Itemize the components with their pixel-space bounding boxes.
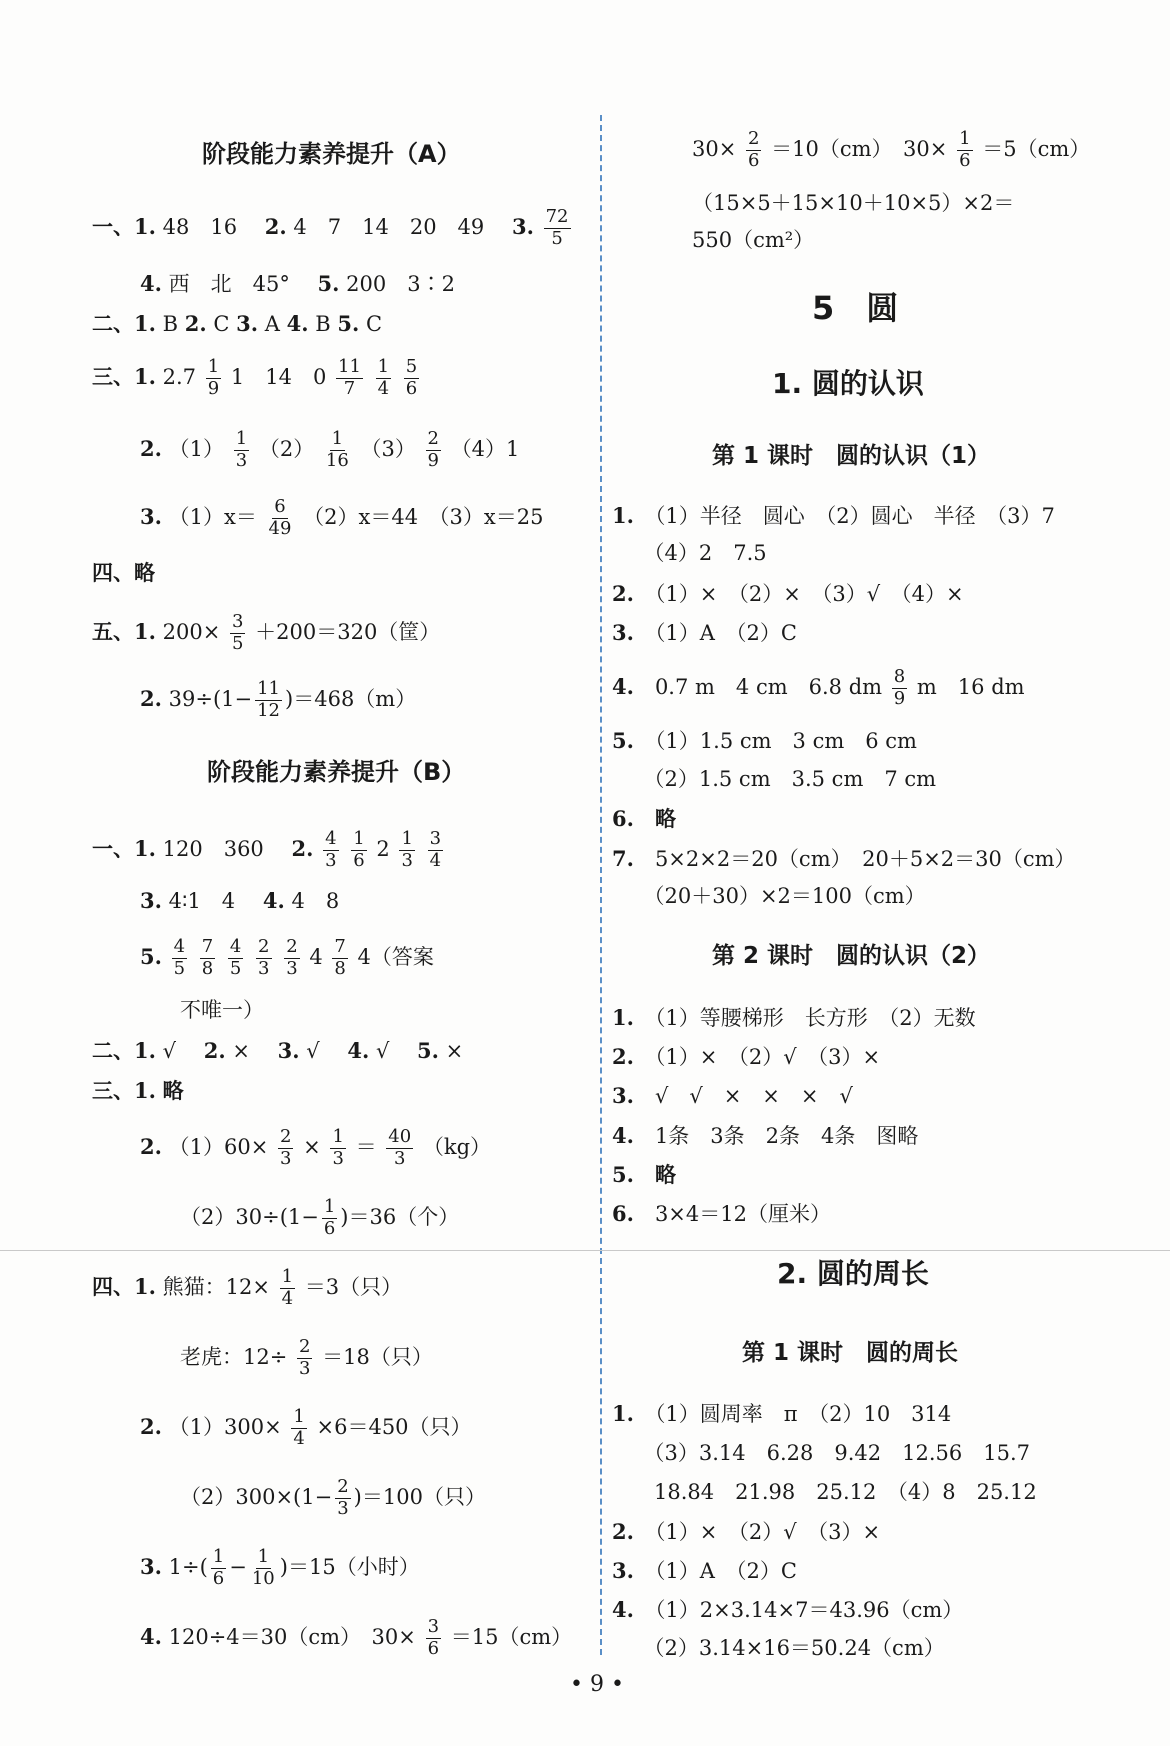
section-title-1: 1. 圆的认识 <box>772 367 924 400</box>
r0b-line: （15×5＋15×10＋10×5）×2＝ <box>692 191 1015 215</box>
b4-1b-line: 老虎：12÷ $\frac{2}{3}$ ＝18（只） <box>180 1336 433 1379</box>
b1-3-line: 3. 4∶1 4 4. 4 8 <box>140 888 340 913</box>
a1-line: 一、1. 48 16 2. 4 7 14 20 49 3. $\frac{72}{5}$ <box>92 206 569 249</box>
fraction: $\frac{72}{5}$ <box>545 206 569 249</box>
r0a-line: 30× $\frac{2}{6}$ ＝10（cm） 30× $\frac{1}{6}$ ＝5（cm） <box>692 128 1091 171</box>
list-item: 4. 0.7 m 4 cm 6.8 dm $\frac{8}{9}$ m 16 dm <box>612 666 1025 709</box>
list-item: 1. （1）圆周率 π （2）10 314 <box>612 1401 952 1426</box>
list-item: 2. （1）× （2）√ （3）× <box>612 1519 881 1544</box>
list-item: 2. （1）× （2）× （3）√ （4）× <box>612 581 964 606</box>
b4-2a-line: 2. （1）300× $\frac{1}{4}$ ×6＝450（只） <box>140 1406 472 1449</box>
b1-5-continued: 不唯一） <box>180 998 264 1022</box>
stage-a-title: 阶段能力素养提升（A） <box>202 140 461 168</box>
b3-2a-line: 2. （1）60× $\frac{2}{3}$ × $\frac{1}{3}$ ＝ $\frac{40}{3}$ （kg） <box>140 1126 492 1169</box>
a3-1-line: 三、1. 2.7 $\frac{1}{9}$ 1 14 0 $\frac{11}{7}$ $\frac{1}{4}$ $\frac{5}{6}$ <box>92 356 418 399</box>
b4-1a-line: 四、1. 熊猫：12× $\frac{1}{4}$ ＝3（只） <box>92 1266 403 1309</box>
a4-line: 四、略 <box>92 560 155 585</box>
page-number: • 9 • <box>570 1672 624 1697</box>
list-item: 3. （1）A （2）C <box>612 1558 797 1583</box>
a3-3-line: 3. （1）x＝ $\frac{6}{49}$ （2）x＝44 （3）x＝25 <box>140 496 544 539</box>
section-title-2: 2. 圆的周长 <box>777 1257 929 1290</box>
list-item: 1. （1）半径 圆心 （2）圆心 半径 （3）7 <box>612 503 1055 528</box>
b4-3-line: 3. 1÷( $\frac{1}{6}$ − $\frac{1}{10}$ )＝15（小时） <box>140 1546 420 1589</box>
b1-1-line: 一、1. 120 360 2. $\frac{4}{3}$ $\frac{1}{6}$ 2 $\frac{1}{3}$ $\frac{3}{4}$ <box>92 828 442 871</box>
chapter-title: 5 圆 <box>812 289 899 327</box>
lesson-title-1: 第 1 课时 圆的认识（1） <box>712 443 991 469</box>
list-item: （2）1.5 cm 3.5 cm 7 cm <box>654 767 937 791</box>
list-item: 18.84 21.98 25.12 （4）8 25.12 <box>654 1480 1037 1504</box>
list-item: （4）2 7.5 <box>654 541 767 565</box>
b1-5-line: 5. $\frac{4}{5}$ $\frac{7}{8}$ $\frac{4}{5}$ $\frac{2}{3}$ $\frac{2}{3}$ 4 $\frac{7}{8}$ 4（答案 <box>140 936 434 979</box>
a2-line: 二、1. B 2. C 3. A 4. B 5. C <box>92 311 383 336</box>
list-item: 3. √ √ × × × √ <box>612 1083 853 1108</box>
list-item: （3）3.14 6.28 9.42 12.56 15.7 <box>654 1441 1031 1465</box>
list-item: 4. 1条 3条 2条 4条 图略 <box>612 1123 919 1148</box>
list-item: （2）3.14×16＝50.24（cm） <box>654 1636 945 1660</box>
list-item: 7. 5×2×2＝20（cm） 20＋5×2＝30（cm） <box>612 846 1076 871</box>
list-item: 5. （1）1.5 cm 3 cm 6 cm <box>612 728 917 753</box>
lesson-title-3: 第 1 课时 圆的周长 <box>742 1340 959 1366</box>
a1-4-line: 4. 西 北 45° 5. 200 3∶2 <box>140 271 455 296</box>
b3-2b-line: （2）30÷(1− $\frac{1}{6}$ )＝36（个） <box>180 1196 460 1239</box>
b3-1-line: 三、1. 略 <box>92 1078 184 1103</box>
list-item: 6. 略 <box>612 806 676 831</box>
list-item: 4. （1）2×3.14×7＝43.96（cm） <box>612 1597 964 1622</box>
list-item: 6. 3×4＝12（厘米） <box>612 1201 831 1226</box>
a3-2-line: 2. （1） $\frac{1}{3}$ （2） $\frac{1}{16}$ （3） $\frac{2}{9}$ （4）1 <box>140 428 520 471</box>
b4-2b-line: （2）300×(1− $\frac{2}{3}$ )＝100（只） <box>180 1476 486 1519</box>
list-item: （20＋30）×2＝100（cm） <box>654 884 926 908</box>
a5-2-line: 2. 39÷(1− $\frac{11}{12}$ )＝468（m） <box>140 678 417 721</box>
b2-line: 二、1. √ 2. × 3. √ 4. √ 5. × <box>92 1038 464 1063</box>
list-item: 5. 略 <box>612 1162 676 1187</box>
list-item: 1. （1）等腰梯形 长方形 （2）无数 <box>612 1005 976 1030</box>
list-item: 3. （1）A （2）C <box>612 620 797 645</box>
b4-4-line: 4. 120÷4＝30（cm） 30× $\frac{3}{6}$ ＝15（cm） <box>140 1616 573 1659</box>
a5-1-line: 五、1. 200× $\frac{3}{5}$ ＋200＝320（筐） <box>92 611 441 654</box>
list-item: 2. （1）× （2）√ （3）× <box>612 1044 881 1069</box>
stage-b-title: 阶段能力素养提升（B） <box>207 758 466 786</box>
r0c-line: 550（cm²） <box>692 228 815 252</box>
column-divider <box>600 115 602 1655</box>
lesson-title-2: 第 2 课时 圆的认识（2） <box>712 943 991 969</box>
page-fold-line <box>0 1250 1170 1251</box>
